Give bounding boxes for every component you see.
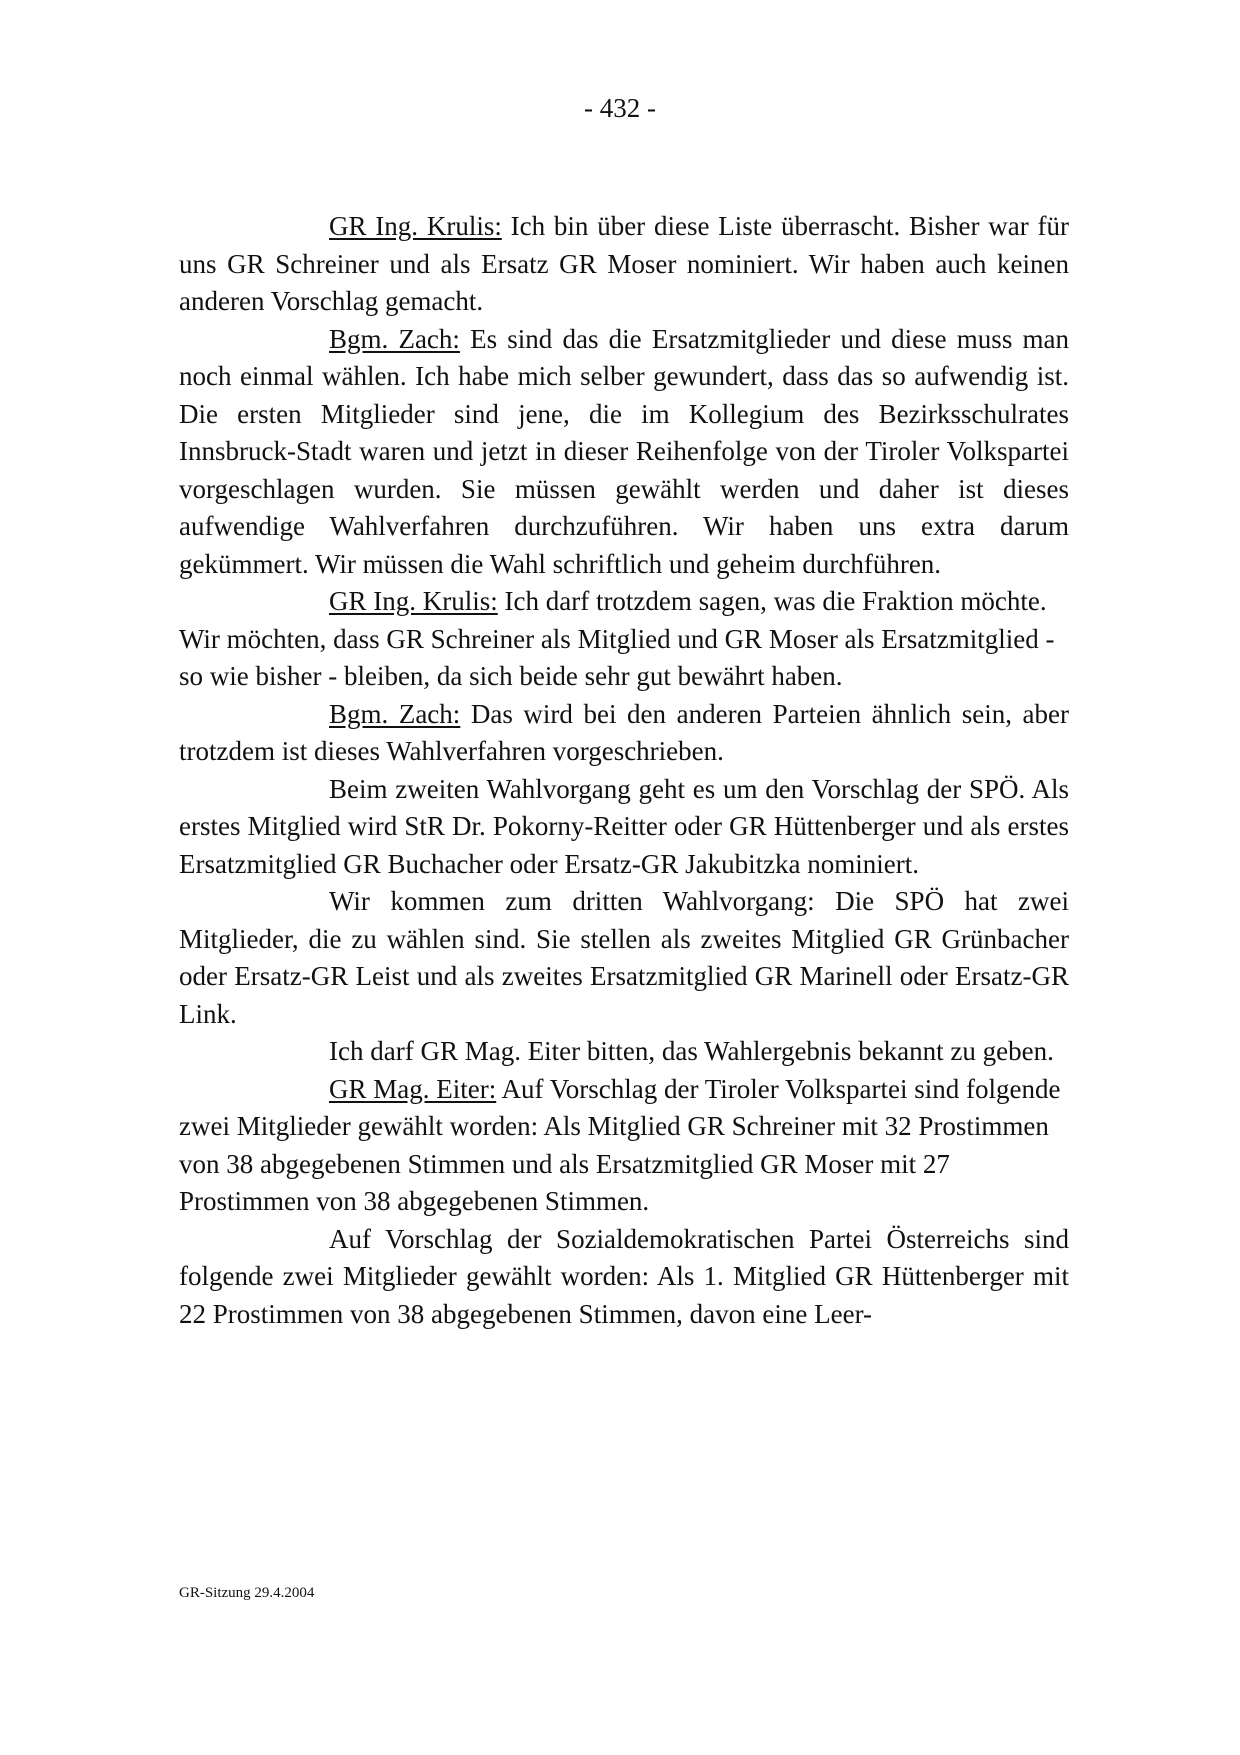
document-body	[179, 208, 1069, 1333]
paragraph-text: Ich darf GR Mag. Eiter bitten, das Wahlergebnis bekannt zu geben.	[329, 1036, 1054, 1066]
paragraph-eiter-1	[179, 1071, 1069, 1221]
page-number: - 432 -	[584, 93, 656, 123]
paragraph-text: Auf Vorschlag der Tiroler Volkspartei sind folgende zwei Mitglieder gewählt worden: Als Mitglied GR Schreiner mit 32 Prostimmen von 38 abgegebenen Stimmen und als Ersatzmitglied GR Moser mit 27 Prostimmen von 38 abgegebenen Stimmen.	[179, 1073, 1061, 1216]
paragraph-request-result	[179, 1033, 1069, 1071]
speaker-name: GR Ing. Krulis:	[329, 211, 502, 241]
paragraph-zach-1	[179, 321, 1069, 584]
paragraph-zach-2	[179, 696, 1069, 771]
speaker-name: GR Mag. Eiter:	[329, 1073, 497, 1104]
paragraph-krulis-1	[179, 208, 1069, 321]
speaker-name: Bgm. Zach:	[329, 323, 460, 354]
paragraph-text: Es sind das die Ersatzmitglieder und diese muss man noch einmal wählen. Ich habe mich selber gewundert, dass das so aufwendig ist. Die ersten Mitglieder sind jene, die im Kollegium des Bezirksschulrates Innsbruck-Stadt waren und jetzt in dieser Reihenfolge von der Tiroler Volkspartei vorgeschlagen wurden. Sie müssen gewählt werden und daher ist dieses aufwendige Wahlverfahren durchzuführen. Wir haben uns extra darum gekümmert. Wir müssen die Wahl schriftlich und geheim durchführen.	[179, 323, 1069, 579]
page-footer: GR-Sitzung 29.4.2004	[179, 1585, 315, 1601]
speaker-name: GR Ing. Krulis:	[329, 586, 498, 616]
paragraph-text: Ich darf trotzdem sagen, was die Fraktion möchte. Wir möchten, dass GR Schreiner als Mitglied und GR Moser als Ersatzmitglied - so wie bisher - bleiben, da sich beide sehr gut bewährt haben.	[179, 586, 1055, 691]
paragraph-text: Auf Vorschlag der Sozialdemokratischen Partei Österreichs sind folgende zwei Mitglieder gewählt worden: Als 1. Mitglied GR Hüttenberger mit 22 Prostimmen von 38 abgegebenen Stimmen, davon eine Leer-	[179, 1223, 1069, 1329]
paragraph-second-vote	[179, 771, 1069, 884]
paragraph-spoe-result	[179, 1221, 1069, 1334]
paragraph-text: Das wird bei den anderen Parteien ähnlich sein, aber trotzdem ist dieses Wahlverfahren vorgeschrieben.	[179, 698, 1069, 766]
paragraph-third-vote	[179, 883, 1069, 1033]
paragraph-text: Beim zweiten Wahlvorgang geht es um den Vorschlag der SPÖ. Als erstes Mitglied wird StR Dr. Pokorny-Reitter oder GR Hüttenberger und als erstes Ersatzmitglied GR Buchacher oder Ersatz-GR Jakubitzka nominiert.	[179, 773, 1069, 879]
paragraph-text: Ich bin über diese Liste überrascht. Bisher war für uns GR Schreiner und als Ersatz GR Moser nominiert. Wir haben auch keinen anderen Vorschlag gemacht.	[179, 211, 1070, 316]
paragraph-krulis-2	[179, 583, 1069, 696]
paragraph-text: Wir kommen zum dritten Wahlvorgang: Die SPÖ hat zwei Mitglieder, die zu wählen sind. Sie stellen als zweites Mitglied GR Grünbacher oder Ersatz-GR Leist und als zweites Ersatzmitglied GR Marinell oder Ersatz-GR Link.	[179, 886, 1069, 1029]
speaker-name: Bgm. Zach:	[329, 698, 461, 729]
